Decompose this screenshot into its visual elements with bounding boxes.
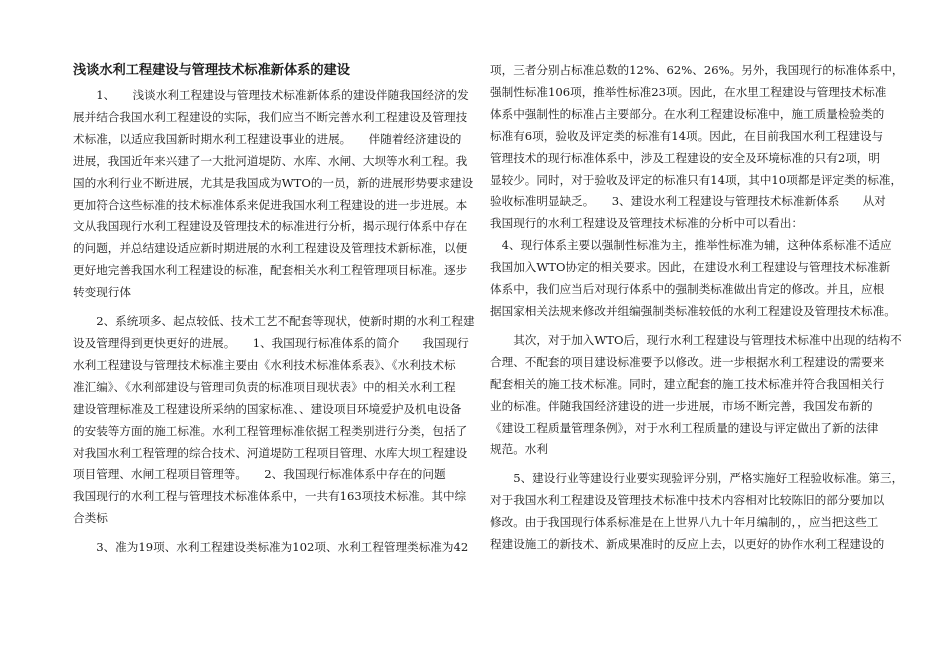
text-line: 程建设施工的新技术、新成果准时的反应上去，以更好的协作水利工程建设的 — [490, 537, 885, 552]
text-line: 合理、不配套的项目建设标准要予以修改。进一步根据水利工程建设的需要来 — [490, 354, 885, 369]
text-line: 更好地完善我国水利工程建设的标准，配套相关水利工程管理项目标准。逐步 — [73, 263, 468, 278]
text-line: 3、准为19项、水利工程建设类标准为102项、水利工程管理类标准为42 — [73, 540, 469, 555]
text-line: 1、 浅谈水利工程建设与管理技术标准新体系的建设伴随我国经济的发 — [73, 88, 469, 102]
text-line: 验收标准明显缺乏。 3、建设水利工程建设与管理技术标准新体系 从对 — [490, 194, 886, 209]
text-line: 我国现行的水利工程建设及管理技术标准的分析中可以看出： — [490, 216, 804, 231]
text-line: 项目管理、水闸工程项目管理等。 2、我国现行标准体系中存在的问题 — [73, 467, 446, 482]
text-line: 管理技术的现行标准体系中，涉及工程建设的安全及环境标准的只有2项，明 — [490, 150, 880, 165]
text-line: 配套相关的施工技术标准。同时，建立配套的施工技术标准并符合我国相关行 — [490, 376, 885, 391]
text-line: 水利工程建设与管理技术标准主要由《水利技术标准体系表》、《水利技术标 — [73, 357, 456, 372]
text-line: 显较少。同时，对于验收及评定的标准只有14项，其中10项都是评定类的标准， — [490, 172, 903, 187]
text-line: 进展，我国近年来兴建了一大批河道堤防、水库、水闸、大坝等水利工程。我 — [73, 153, 468, 168]
text-line: 国的水利行业不断进展，尤其是我国成为WTO的一员，新的进展形势要求建设 — [73, 175, 474, 190]
text-line: 转变现行体 — [73, 285, 131, 300]
text-line: 的问题，并总结建设适应新时期进展的水利工程建设及管理技术新标准，以便 — [73, 241, 468, 256]
text-line: 2、系统项多、起点较低、技术工艺不配套等现状，使新时期的水利工程建 — [73, 314, 475, 329]
paragraph-gap — [73, 530, 461, 537]
text-line: 建设管理标准及工程建设所采纳的国家标准、、建设项目环境爱护及机电设备 — [73, 401, 462, 416]
text-line: 我国加入WTO协定的相关要求。因此，在建设水利工程建设与管理技术标准新 — [490, 260, 891, 275]
text-line: 体系中，我们应当后对现行体系中的强制类标准做出肯定的修改。并且，应根 — [490, 282, 885, 297]
text-line: 《建设工程质量管理条例》，对于水利工程质量的建设与评定做出了新的法律 — [490, 420, 879, 435]
text-line: 准汇编》、《水利部建设与管理司负责的标准项目现状表》中的相关水利工程 — [73, 379, 456, 394]
right-column — [490, 60, 904, 556]
text-line: 我国现行的水利工程与管理技术标准体系中，一共有163项技术标准。其中综 — [73, 489, 467, 504]
text-line: 4、现行体系主要以强制性标准为主，推举性标准为辅，这种体系标准不适应 — [490, 238, 892, 253]
text-line: 术标准，以适应我国新时期水利工程建设事业的进展。 伴随着经济建设的 — [73, 131, 462, 146]
text-line: 设及管理得到更快更好的进展。 1、我国现行标准体系的简介 我国现行 — [73, 335, 469, 350]
left-column — [73, 60, 475, 559]
text-line: 项，三者分别占标准总数的12%、62%、26%。另外，我国现行的标准体系中， — [490, 63, 904, 77]
text-line: 强制性标准106项，推举性标准23项。因此，在水里工程建设与管理技术标准 — [490, 84, 887, 99]
text-line: 合类标 — [73, 511, 108, 526]
text-line: 展并结合我国水利工程建设的实际，我们应当不断完善水利工程建设及管理技 — [73, 109, 468, 124]
text-line: 5、建设行业等建设行业要实现验评分别，严格实施好工程验收标准。第三， — [490, 471, 904, 486]
text-line: 对于我国水利工程建设及管理技术标准中技术内容相对比较陈旧的部分要加以 — [490, 493, 885, 508]
text-line: 业的标准。伴随我国经济建设的进一步进展，市场不断完善，我国发布新的 — [490, 398, 873, 413]
paragraph-gap — [73, 304, 461, 311]
text-line: 体系中强制性的标准占主要部分。在水利工程建设标准中，施工质量检验类的 — [490, 106, 885, 121]
text-line: 修改。由于我国现行体系标准是在上世界八九十年月编制的，，应当把这些工 — [490, 515, 879, 530]
paragraph-gap — [490, 461, 874, 468]
text-line: 标准有6项，验收及评定类的标准有14项。因此，在目前我国水利工程建设与 — [490, 128, 884, 143]
text-line: 的安装等方面的施工标准。水利工程管理标准依据工程类别进行分类，包括了 — [73, 423, 468, 438]
text-line: 其次，对于加入WTO后，现行水利工程建设与管理技术标准中出现的结构不 — [490, 332, 902, 347]
document-title: 浅谈水利工程建设与管理技术标准新体系的建设 — [73, 63, 350, 78]
paragraph-gap — [490, 323, 874, 330]
left-column-text — [73, 85, 475, 559]
text-line: 对我国水利工程管理的综合技术、河道堤防工程项目管理、水库大坝工程建设 — [73, 445, 468, 460]
text-line: 更加符合这些标准的技术标准体系来促进我国水利工程建设的进一步进展。本 — [73, 197, 468, 212]
text-line: 文从我国现行水利工程建设及管理技术的标准进行分析，揭示现行体系中存在 — [73, 219, 468, 234]
right-column-text — [490, 60, 904, 556]
text-line: 据国家相关法规来修改并组编强制类标准较低的水利工程建设及管理技术标准。 — [490, 303, 896, 318]
text-line: 规范。水利 — [490, 442, 548, 457]
